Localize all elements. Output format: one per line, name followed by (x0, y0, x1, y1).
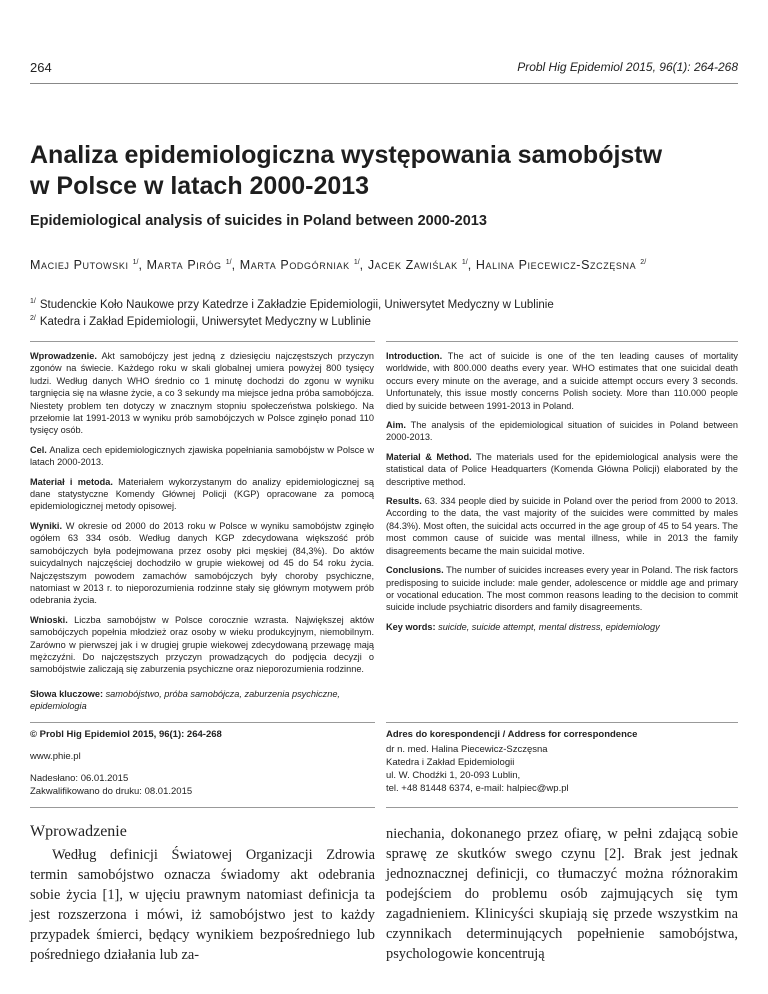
abstract-section: Wprowadzenie. Akt samobójczy jest jedną z dziesięciu najczęstszych przyczyn zgonów na świecie. Każdego roku w skali globalnej umiera powyżej 800 tysięcy ludzi. Według danych WHO średnio co 1 minutę dochodzi do zgonu w wyniku targnięcia się na własne życie, a co 3 sekundy ma miejsce jedna próba samobójcza. Niestety problem ten dotyczy w znacznym stopniu społeczeństwa polskiego. Na przełomie lat 1991-2013 w wyniku prób samobójczych w Polsce zginęło ponad 110 tysięcy osób. (30, 351, 375, 436)
abstract-section: Wnioski. Liczba samobójstw w Polsce corocznie wzrasta. Największej aktów samobójczych popełnia młodzież oraz osoby w wieku produkcyjnym, niemobilnym. Zarówno w pierwszej jak i w drugiej grupie wiekowej zdecydowaną przewagę mają mężczyźni. Do najczęstszych przyczyn prowadzących do podjęcia decyzji o samobójstwie zaliczają się zaburzenia psychiczne oraz nieporozumienia rodzinne. (30, 614, 374, 675)
author: Jacek Zawiślak $^{1/}$ (367, 258, 468, 272)
title-line-1: Analiza epidemiologiczna występowania samobójstw (30, 141, 663, 169)
article-title (30, 140, 730, 202)
abstract-section: Conclusions. The number of suicides increases every year in Poland. The risk factors predisposing to suicide include: male gender, adolescence or middle age and primary or vocational education. The most common reasons leading to the decision to commit suicide include psychiatric disorders and family disagreements. (386, 565, 738, 613)
abstract-section: Material & Method. The materials used for the epidemiological analysis were the statistical data of Police Headquarters (Komenda Główna Policji) elaborated by the descriptive method. (386, 451, 738, 487)
divider (386, 722, 738, 723)
citation: © Probl Hig Epidemiol 2015, 96(1): 264-268 (30, 729, 222, 740)
citation-box (30, 728, 375, 798)
abstract-section: Results. 63. 334 people died by suicide in Poland over the period from 2000 to 2013. According to the data, the vast majority of the suicides were committed by males (84.3%). Most often, the suicidal acts occurred in the age group of 45 to 54 years. The most common cause of suicide was mental illness, while in 2013 the family disagreements became the main suicidal motive. (386, 496, 738, 556)
abstract-section: Aim. The analysis of the epidemiological situation of suicides in Poland between 2000-2013. (386, 420, 738, 443)
keywords-polish: Słowa kluczowe: samobójstwo, próba samobójcza, zaburzenia psychiczne, epidemiologia (30, 689, 340, 712)
abstract-divider (30, 341, 375, 342)
abstract-polish (30, 350, 374, 683)
divider (30, 722, 375, 723)
page-number: 264 (30, 60, 52, 75)
header-divider (30, 83, 738, 84)
correspondence-box (386, 728, 738, 795)
website-link[interactable]: www.phie.pl (30, 751, 81, 762)
acceptance-date: Zakwalifikowano do druku: 08.01.2015 (30, 786, 193, 797)
correspondence-line: ul. W. Chodźki 1, 20-093 Lublin, (386, 770, 521, 781)
correspondence-line: dr n. med. Halina Piecewicz-Szczęsna (386, 744, 548, 755)
author: Marta Piróg $^{1/}$ (146, 258, 232, 272)
correspondence-line: tel. +48 81448 6374, e-mail: halpiec@wp.pl (386, 783, 569, 794)
author-list: Maciej Putowski $^{1/}$, Marta Piróg $^{1/}$, Marta Podgórniak $^{1/}$, Jacek Zawiślak $^{1/}$, Halina Piecewicz-Szczęsna $^{2/}$ (30, 258, 647, 272)
abstract-section: Introduction. The act of suicide is one of the ten leading causes of mortality worldwide, with 800.000 deaths every year. WHO estimates that one suicidal death occurs every minute on the average, and a suicide attempt occurs every 3 seconds. Unfortunately, this issue mostly concerns Polish society. More than 110.000 people died by suicide between 1991-2013 in Poland. (386, 351, 739, 411)
title-line-2: w Polsce w latach 2000-2013 (30, 172, 370, 200)
journal-reference: Probl Hig Epidemiol 2015, 96(1): 264-268 (517, 60, 738, 74)
divider (386, 807, 738, 808)
divider (30, 807, 375, 808)
abstract-section: Wyniki. W okresie od 2000 do 2013 roku w Polsce w wyniku samobójstw zginęło ogółem 63 334 osób. Według danych KGP zdecydowana większość prób samobójczych była podejmowana przez osoby płci męskiej (84,3%). Do aktów suicydalnych najczęściej dochodziło w grupie wiekowej od 45 do 54 roku życia. Najczęstszym powodem zamachów samobójczych były choroby psychiczne, natomiast w 2013 r. to nieporozumienia rodzinne stały się głównym motywem prób odebrania życia. (30, 520, 374, 606)
correspondence-heading: Adres do korespondencji / Address for correspondence (386, 729, 638, 740)
abstract-english (386, 350, 738, 640)
affiliation: $^{2/}$ Katedra i Zakład Epidemiologii, Uniwersytet Medyczny w Lublinie (30, 315, 371, 328)
keywords-english: Key words: suicide, suicide attempt, mental distress, epidemiology (386, 621, 660, 632)
abstract-section: Materiał i metoda. Materiałem wykorzystanym do analizy epidemiologicznej są dane statystyczne Komendy Głównej Policji (KGP) opracowane za pomocą epidemiologicznej metody opisowej. (30, 476, 374, 512)
author: Halina Piecewicz-Szczęsna $^{2/}$ (475, 258, 647, 272)
abstract-section: Cel. Analiza cech epidemiologicznych zjawiska popełniania samobójstw w Polsce w latach 2000-2013. (30, 444, 375, 468)
article-subtitle: Epidemiological analysis of suicides in Poland between 2000-2013 (30, 213, 487, 229)
author: Marta Podgórniak $^{1/}$ (239, 258, 360, 272)
correspondence-line: Katedra i Zakład Epidemiologii (386, 757, 515, 768)
submission-date: Nadesłano: 06.01.2015 (30, 773, 129, 784)
author: Maciej Putowski $^{1/}$ (30, 258, 139, 272)
affiliation: $^{1/}$ Studenckie Koło Naukowe przy Katedrze i Zakładzie Epidemiologii, Uniwersytet Medyczny w Lublinie (30, 298, 554, 311)
section-heading: Wprowadzenie (30, 823, 127, 840)
body-text-right: niechania, dokonanego przez ofiarę, w pełni zdającą sobie sprawę ze skutków swego czynu [2]. Brak jest jednak jednoznacznej definicji, co tłumaczyć można różnorakim podejściem do problemu osób zajmujących się tym zagadnieniem. Klinicyści skupiają się przede wszystkim na czynnikach determinujących popełnienie samobójstwa, psychologowie koncentrują (386, 826, 738, 962)
abstract-divider (386, 341, 738, 342)
body-text-left: Według definicji Światowej Organizacji Zdrowia termin samobójstwo oznacza świadomy akt odebrania sobie życia [1], w ujęciu prawnym natomiast definicja ta jest rozszerzona i mówi, iż samobójstwo jest to każdy przypadek śmierci, będący wynikiem bezpośredniego lub pośredniego działania lub za- (30, 847, 375, 963)
